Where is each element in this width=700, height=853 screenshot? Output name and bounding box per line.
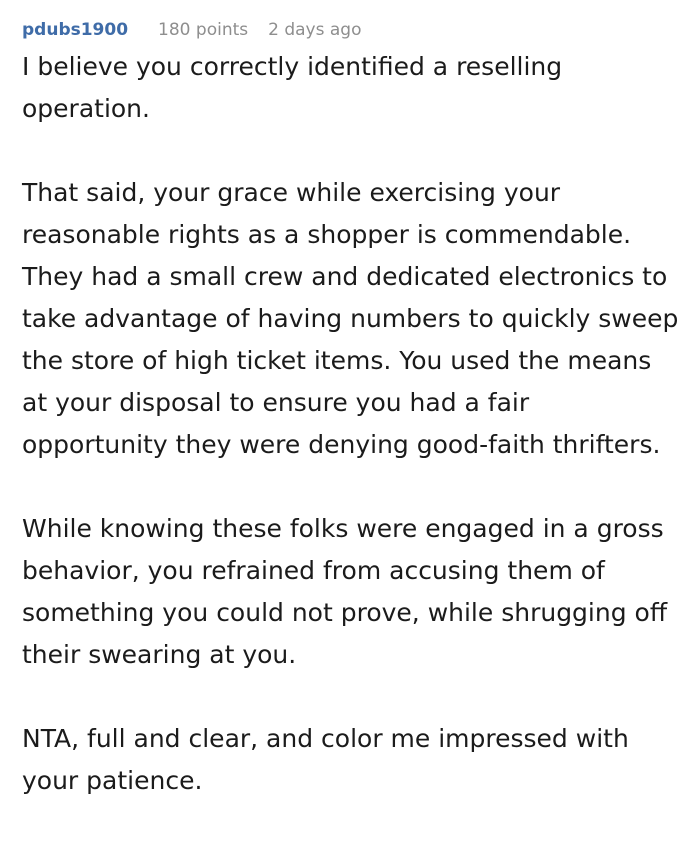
comment-timestamp: 2 days ago bbox=[268, 20, 362, 40]
comment-body bbox=[22, 46, 682, 802]
comment-paragraph: NTA, full and clear, and color me impressed with your patience. bbox=[22, 724, 629, 795]
comment-author-link[interactable]: pdubs1900 bbox=[22, 20, 129, 40]
comment-paragraph: While knowing these folks were engaged in a gross behavior, you refrained from accusing them of something you could not prove, while shrugging off their swearing at you. bbox=[22, 514, 668, 669]
comment-paragraph: That said, your grace while exercising your reasonable rights as a shopper is commendable. They had a small crew and dedicated electronics to take advantage of having numbers to quickly sweep the store of high ticket items. You used the means at your disposal to ensure you had a fair opportunity they were denying good-faith thrifters. bbox=[22, 178, 679, 459]
comment-meta bbox=[22, 18, 682, 42]
comment-paragraph: I believe you correctly identified a reselling operation. bbox=[22, 52, 563, 123]
comment-points: 180 points bbox=[158, 20, 249, 40]
